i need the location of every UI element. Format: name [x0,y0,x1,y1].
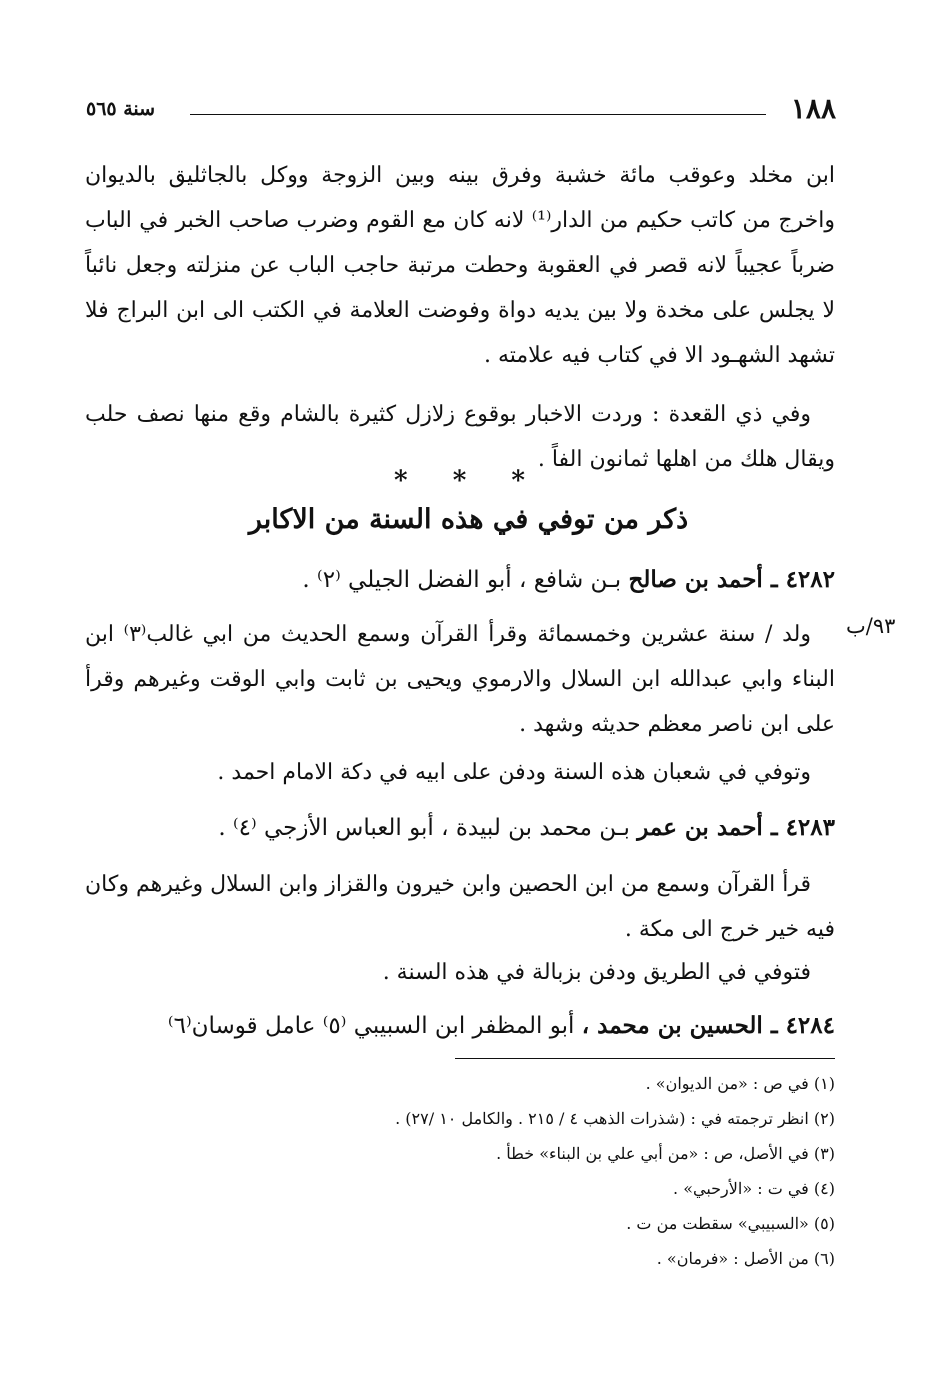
entry-4282-death: وتوفي في شعبان هذه السنة ودفن على ابيه في دكة الامام احمد . [217,760,811,785]
entry-4283-body: قرأ القرآن وسمع من ابن الحصين وابن خيرون والقزاز وابن السلال وغيرهم وكان فيه خير خرج الى مكة . [85,872,835,942]
entry-4282-lineage: بـن شافع ، أبو الفضل الجيلي ⁽٢⁾ . [302,567,622,593]
entry-4284-lineage: أبو المظفر ابن السبيبي ⁽٥⁾ عامل قوسان⁽٦⁾ [167,1013,575,1039]
page-number: ١٨٨ [790,92,836,125]
entry-4282-name: ٤٢٨٢ ـ أحمد بن صالح [628,566,835,593]
entry-4284-name: ٤٢٨٤ ـ الحسين بن محمد ، [581,1012,835,1039]
page-header [86,92,836,128]
footnote-5: (٥) «السبيبي» سقطت من ت . [626,1214,835,1233]
entry-4283-death: فتوفي في الطريق ودفن بزبالة في هذه السنة . [382,960,811,985]
paragraph-opening: ابن مخلد وعوقب مائة خشبة وفرق بينه وبين الزوجة ووكل بالجاثليق بالديوان واخرج من كاتب حكيم من الدار⁽¹⁾ لانه كان مع القوم وضرب صاحب الخبر في الباب ضرباً عجيباً لانه قصر في العقوبة وحطت مرتبة حاجب الباب عن منزلته وجعل نائباً لا يجلس على مخدة ولا بين يديه دواة وفوضت العلامة في الكتب الى ابن البراج فلا تشهد الشهـود الا في كتاب فيه علامته . [85,163,835,368]
paragraph-earthquake: وفي ذي القعدة : وردت الاخبار بوقوع زلازل كثيرة بالشام وقع منها نصف حلب ويقال هلك من اهلها ثمانون الفاً . [85,402,835,472]
footnote-1: (١) في ص : «من الديوان» . [645,1074,835,1093]
footnote-rule [455,1058,835,1059]
entry-4284-title [85,1006,835,1046]
footnotes-list [85,1066,835,1276]
running-head-year: سنة ٥٦٥ [86,98,156,120]
entry-4283-title [85,808,835,848]
footnote-2: (٢) انظر ترجمته في : (شذرات الذهب ٤ / ٢١٥ . والكامل ١٠ /٢٧) . [395,1109,835,1128]
entry-4282-body: ولد / سنة عشرين وخمسمائة وقرأ القرآن وسمع الحديث من ابي غالب⁽٣⁾ ابن البناء وابي عبدالله ابن السلال والارموي ويحيى بن ثابت وابي الوقت وغيرهم وقرأ على ابن ناصر معظم حديثه وشهد . [85,622,835,737]
entry-4283-lineage: بـن محمد بن لبيدة ، أبو العباس الأزجي ⁽٤⁾ . [218,815,630,841]
footnote-6: (٦) من الأصل : «فرمان» . [656,1249,835,1268]
entry-4282-title [85,560,835,600]
header-rule [190,114,766,115]
entry-4283-name: ٤٢٨٣ ـ أحمد بن عمر [637,814,835,841]
section-heading: ذكر من توفي في هذه السنة من الاكابر [248,504,689,535]
section-stars: * * * [394,466,543,496]
footnote-3: (٣) في الأصل، ص : «من أبي علي بن البناء» خطأ . [496,1144,835,1163]
manuscript-folio-note: ٩٣/ب [846,614,896,638]
footnote-4: (٤) في ت : «الأرحبي» . [673,1179,835,1198]
